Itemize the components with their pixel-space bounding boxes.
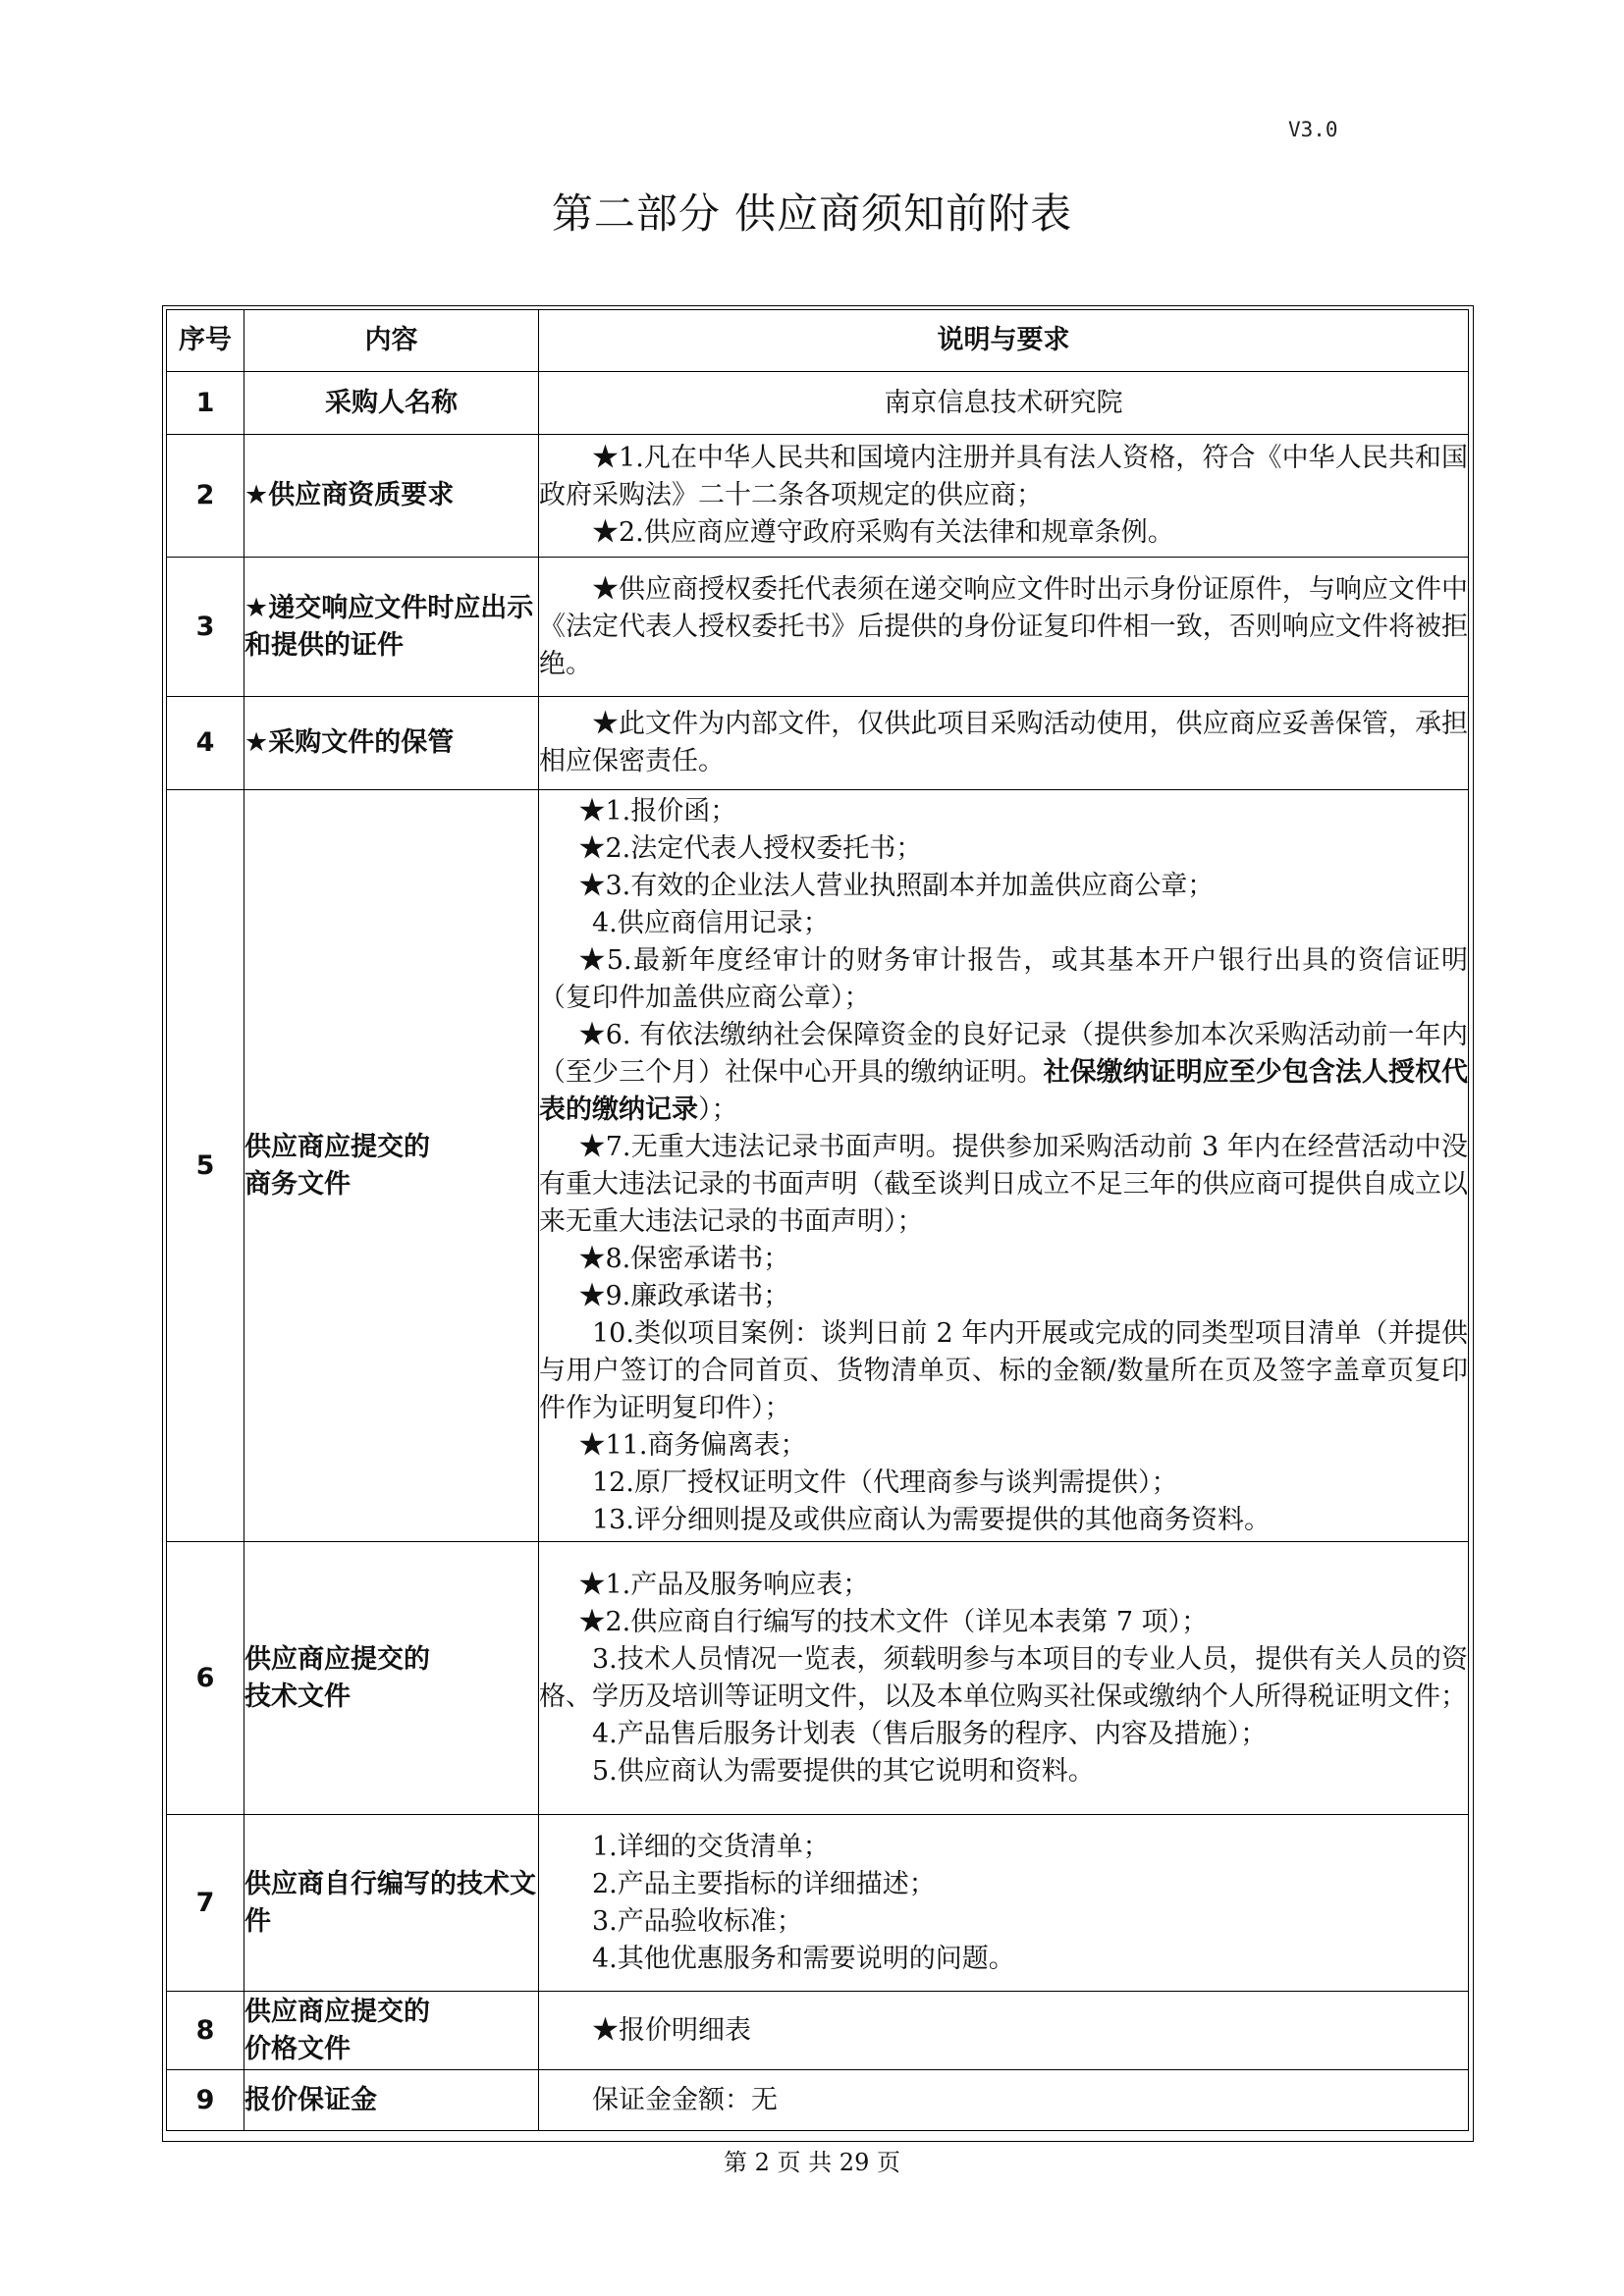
description-line: ★1.凡在中华人民共和国境内注册并具有法人资格，符合《中华人民共和国政府采购法》二十二条各项规定的供应商；: [539, 443, 1468, 510]
description-line: ★11.商务偏离表；: [578, 1429, 807, 1461]
row-number: 8: [167, 1992, 244, 2070]
description-line: 4.产品售后服务计划表（售后服务的程序、内容及措施）；: [592, 1718, 1268, 1749]
description-line: 10.类似项目案例：谈判日前 2 年内开展或完成的同类型项目清单（并提供与用户签订的合同首页、货物清单页、标的金额/数量所在页及签字盖章页复印件作为证明复印件）；: [539, 1317, 1468, 1423]
row-item: 报价保证金: [244, 2070, 539, 2131]
description-line: ★2.法定代表人授权委托书；: [578, 832, 923, 864]
description-line: 4.其他优惠服务和需要说明的问题。: [592, 1943, 1015, 1974]
item-line: 供应商应提交的: [244, 1996, 430, 2027]
description-line: ★8.保密承诺书；: [578, 1243, 790, 1274]
description-line: 1.详细的交货清单；: [592, 1831, 830, 1862]
description-line: ★2.供应商应遵守政府采购有关法律和规章条例。: [592, 517, 1174, 548]
description-line: ★2.供应商自行编写的技术文件（详见本表第 7 项）；: [578, 1606, 1209, 1637]
table-row: [167, 435, 1469, 558]
description-line: ★报价明细表: [592, 2014, 751, 2046]
row-description: [539, 1992, 1469, 2070]
table-row: [167, 558, 1469, 697]
row-item: [244, 1542, 539, 1815]
header-description: 说明与要求: [539, 310, 1469, 372]
row-description: [539, 790, 1469, 1542]
row-number: 5: [167, 790, 244, 1542]
row-item: 采购人名称: [244, 372, 539, 435]
description-bold-text: 社保缴纳证明应至少包含法人授权代表的缴纳记录: [539, 1056, 1469, 1125]
row-description: [539, 1542, 1469, 1815]
description-line: ★3.有效的企业法人营业执照副本并加盖供应商公章；: [578, 870, 1215, 901]
page-footer: 第 2 页 共 29 页: [724, 2149, 900, 2176]
description-line: ★1.产品及服务响应表；: [578, 1569, 870, 1600]
description-line: 12.原厂授权证明文件（代理商参与谈判需提供）；: [592, 1467, 1178, 1498]
header-content: 内容: [244, 310, 539, 372]
row-item: ★采购文件的保管: [244, 697, 539, 790]
item-line: 供应商应提交的: [244, 1131, 430, 1162]
row-number: 1: [167, 372, 244, 435]
description-paragraph: [539, 1017, 1468, 1129]
description-line: 2.产品主要指标的详细描述；: [592, 1868, 936, 1899]
description-text: ★6. 有依法缴纳社会保障资金的良好记录（提供参加本次采购活动前一年内（至少三个月）社保中心开具的缴纳证明。: [539, 1019, 1468, 1088]
row-description: [539, 2070, 1469, 2131]
row-number: 9: [167, 2070, 244, 2131]
description-line: 保证金金额：无: [592, 2084, 778, 2115]
item-line: 价格文件: [244, 2033, 351, 2064]
table-row: [167, 697, 1469, 790]
row-number: 7: [167, 1815, 244, 1992]
description-line: 3.技术人员情况一览表，须载明参与本项目的专业人员，提供有关人员的资格、学历及培训等证明文件，以及本单位购买社保或缴纳个人所得税证明文件；: [539, 1643, 1468, 1712]
row-item: ★供应商资质要求: [244, 435, 539, 558]
row-description: [539, 558, 1469, 697]
row-description: [539, 697, 1469, 790]
version-label: V3.0: [1288, 118, 1338, 141]
description-line: ★1.报价函；: [578, 795, 737, 827]
row-item: [244, 1992, 539, 2070]
description-line: 13.评分细则提及或供应商认为需要提供的其他商务资料。: [592, 1504, 1271, 1535]
description-line: ★7.无重大违法记录书面声明。提供参加采购活动前 3 年内在经营活动中没有重大违法记录的书面声明（截至谈判日成立不足三年的供应商可提供自成立以来无重大违法记录的书面声明）；: [539, 1131, 1468, 1237]
header-number: 序号: [167, 310, 244, 372]
row-number: 4: [167, 697, 244, 790]
row-description: [539, 435, 1469, 558]
row-item: 供应商自行编写的技术文件: [244, 1815, 539, 1992]
row-number: 2: [167, 435, 244, 558]
requirements-table: [166, 309, 1469, 2131]
table-row: [167, 2070, 1469, 2131]
item-line: 供应商应提交的: [244, 1643, 430, 1675]
description-line: 5.供应商认为需要提供的其它说明和资料。: [592, 1755, 1095, 1787]
description-line: ★9.廉政承诺书；: [578, 1280, 790, 1311]
page-title: 第二部分 供应商须知前附表: [551, 189, 1073, 238]
description-line: 4.供应商信用记录；: [592, 907, 830, 938]
row-item: ★递交响应文件时应出示和提供的证件: [244, 558, 539, 697]
row-item: [244, 790, 539, 1542]
row-number: 6: [167, 1542, 244, 1815]
row-description: [539, 372, 1469, 435]
description-line: 3.产品验收标准；: [592, 1905, 803, 1937]
item-line: 商务文件: [244, 1168, 351, 1200]
table-row: [167, 1542, 1469, 1815]
table-row: [167, 1992, 1469, 2070]
description-line: ★供应商授权委托代表须在递交响应文件时出示身份证原件，与响应文件中《法定代表人授权委托书》后提供的身份证复印件相一致，否则响应文件将被拒绝。: [539, 573, 1468, 679]
description-line: ★此文件为内部文件，仅供此项目采购活动使用，供应商应妥善保管，承担相应保密责任。: [539, 709, 1468, 776]
description-text: ）；: [698, 1094, 738, 1125]
row-description: [539, 1815, 1469, 1992]
item-line: 技术文件: [244, 1681, 351, 1712]
description-line: 南京信息技术研究院: [884, 387, 1123, 418]
table-row: [167, 372, 1469, 435]
table-row: [167, 790, 1469, 1542]
row-number: 3: [167, 558, 244, 697]
description-line: ★5.最新年度经审计的财务审计报告，或其基本开户银行出具的资信证明（复印件加盖供应商公章）；: [539, 944, 1468, 1013]
table-header-row: [167, 310, 1469, 372]
table-row: [167, 1815, 1469, 1992]
